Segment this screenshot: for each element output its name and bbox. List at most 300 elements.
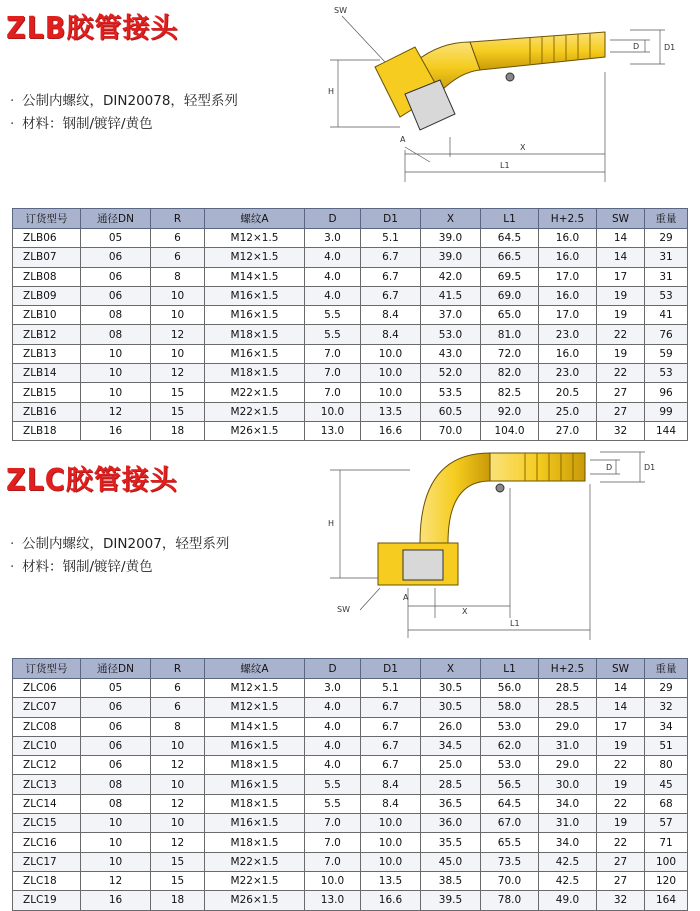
fitting-tail-shape [470,32,605,70]
table-row [13,871,688,890]
table-cell: 32 [645,698,688,717]
table-cell: 56.5 [481,775,539,794]
table-cell: ZLC18 [13,871,81,890]
table-cell: 15 [151,871,205,890]
table-cell: 34 [645,717,688,736]
table-cell: 13.5 [361,402,421,421]
table-cell: 08 [81,794,151,813]
table-cell: M18×1.5 [205,833,305,852]
o-ring-icon [506,73,514,81]
table-row [13,891,688,910]
table-cell: ZLB08 [13,267,81,286]
o-ring-icon [496,484,504,492]
table-cell: 12 [81,871,151,890]
table-cell: 42.5 [539,871,597,890]
zlb-spec-item: · 公制内螺纹，DIN20078，轻型系列 [10,90,238,113]
table-cell: 39.0 [421,248,481,267]
table-cell: 12 [151,833,205,852]
zlb-section [0,0,700,438]
zlc-spec-table [12,658,688,911]
table-cell: 8.4 [361,794,421,813]
table-cell: 28.5 [539,698,597,717]
table-cell: 31.0 [539,736,597,755]
table-cell: 18 [151,421,205,440]
table-cell: ZLB14 [13,364,81,383]
table-cell: M16×1.5 [205,306,305,325]
table-cell: 70.0 [421,421,481,440]
table-cell: 7.0 [305,364,361,383]
table-cell: 25.0 [421,756,481,775]
table-cell: ZLB13 [13,344,81,363]
table-cell: 70.0 [481,871,539,890]
col-header: D [305,659,361,679]
table-cell: ZLB09 [13,286,81,305]
table-cell: 06 [81,698,151,717]
table-cell: 27.0 [539,421,597,440]
table-cell: 4.0 [305,286,361,305]
table-cell: M22×1.5 [205,871,305,890]
table-row [13,267,688,286]
table-cell: M16×1.5 [205,736,305,755]
label-d1: D1 [644,463,656,472]
table-cell: ZLB06 [13,229,81,248]
col-header: 通径DN [81,209,151,229]
table-row [13,402,688,421]
table-cell: 10.0 [305,871,361,890]
table-cell: 16 [81,891,151,910]
col-header: H+2.5 [539,209,597,229]
table-cell: 7.0 [305,383,361,402]
table-cell: 32 [597,891,645,910]
table-cell: 10.0 [361,852,421,871]
bullet-dot-icon: · [10,116,15,132]
table-cell: 164 [645,891,688,910]
zlc-title-code: ZLC [6,463,66,498]
table-cell: 34.5 [421,736,481,755]
table-row [13,325,688,344]
label-l1: L1 [500,161,510,170]
table-cell: 34.0 [539,833,597,852]
table-cell: 120 [645,871,688,890]
table-cell: 5.5 [305,794,361,813]
table-cell: 16.0 [539,344,597,363]
table-cell: 12 [81,402,151,421]
table-cell: M12×1.5 [205,698,305,717]
col-header: SW [597,209,645,229]
table-cell: 19 [597,736,645,755]
table-cell: 31 [645,248,688,267]
zlc-spec-item: · 材料：钢制/镀锌/黄色 [10,556,229,579]
table-cell: 45 [645,775,688,794]
table-cell: ZLB15 [13,383,81,402]
table-cell: 6.7 [361,717,421,736]
table-cell: ZLC12 [13,756,81,775]
table-cell: M26×1.5 [205,421,305,440]
table-cell: 4.0 [305,736,361,755]
zlc-title [6,458,178,497]
table-cell: 64.5 [481,794,539,813]
table-cell: 29.0 [539,717,597,736]
label-a: A [403,593,409,602]
table-cell: 10 [81,852,151,871]
table-cell: M12×1.5 [205,248,305,267]
table-cell: 05 [81,679,151,698]
table-cell: ZLC10 [13,736,81,755]
table-cell: 06 [81,756,151,775]
table-cell: 66.5 [481,248,539,267]
table-cell: 52.0 [421,364,481,383]
table-cell: 35.5 [421,833,481,852]
table-cell: 104.0 [481,421,539,440]
table-cell: 65.0 [481,306,539,325]
table-cell: 4.0 [305,756,361,775]
table-cell: 13.0 [305,891,361,910]
label-a: A [400,135,406,144]
table-cell: 8.4 [361,306,421,325]
col-header: 订货型号 [13,209,81,229]
table-cell: 64.5 [481,229,539,248]
table-cell: 22 [597,325,645,344]
table-cell: 53.0 [481,717,539,736]
table-row [13,833,688,852]
label-h: H [328,87,335,96]
table-cell: 27 [597,852,645,871]
table-cell: 41 [645,306,688,325]
table-cell: 29.0 [539,756,597,775]
label-sw: SW [337,605,350,614]
table-cell: 30.5 [421,679,481,698]
table-cell: 08 [81,306,151,325]
table-cell: 08 [81,775,151,794]
table-cell: 73.5 [481,852,539,871]
table-cell: 60.5 [421,402,481,421]
table-cell: 15 [151,383,205,402]
table-cell: 92.0 [481,402,539,421]
table-cell: 37.0 [421,306,481,325]
table-cell: 4.0 [305,698,361,717]
table-cell: 12 [151,325,205,344]
table-cell: 14 [597,698,645,717]
table-cell: 7.0 [305,344,361,363]
table-cell: ZLC08 [13,717,81,736]
table-cell: 19 [597,814,645,833]
table-cell: M26×1.5 [205,891,305,910]
table-cell: 18 [151,891,205,910]
table-cell: 32 [597,421,645,440]
table-cell: ZLC16 [13,833,81,852]
table-cell: 3.0 [305,679,361,698]
table-cell: 53.0 [421,325,481,344]
table-cell: 23.0 [539,325,597,344]
zlc-table-body [13,679,688,911]
col-header: D [305,209,361,229]
table-cell: 10 [151,814,205,833]
table-cell: 6.7 [361,286,421,305]
table-cell: M14×1.5 [205,717,305,736]
table-cell: M16×1.5 [205,344,305,363]
table-cell: 22 [597,756,645,775]
table-cell: 31 [645,267,688,286]
table-cell: M12×1.5 [205,679,305,698]
table-cell: 22 [597,364,645,383]
table-cell: 17 [597,267,645,286]
label-x: X [520,143,526,152]
table-cell: 6 [151,229,205,248]
zlb-table-body [13,229,688,441]
col-header: L1 [481,659,539,679]
table-cell: 19 [597,306,645,325]
table-cell: 10.0 [361,344,421,363]
zlc-fitting-diagram [300,448,700,648]
table-cell: M16×1.5 [205,814,305,833]
table-cell: 82.5 [481,383,539,402]
table-cell: 39.0 [421,229,481,248]
table-cell: 36.5 [421,794,481,813]
fitting-elbow-shape [420,453,490,543]
table-cell: 81.0 [481,325,539,344]
table-cell: 10.0 [361,833,421,852]
table-cell: 7.0 [305,833,361,852]
table-cell: M18×1.5 [205,364,305,383]
table-row [13,383,688,402]
table-cell: 31.0 [539,814,597,833]
table-cell: 10.0 [361,814,421,833]
table-cell: 10 [81,364,151,383]
table-cell: 69.5 [481,267,539,286]
table-cell: 6 [151,679,205,698]
table-cell: 51 [645,736,688,755]
col-header: 通径DN [81,659,151,679]
table-cell: 10.0 [361,364,421,383]
table-row [13,756,688,775]
table-row [13,679,688,698]
table-cell: ZLC06 [13,679,81,698]
table-cell: 42.5 [539,852,597,871]
table-row [13,421,688,440]
table-cell: 27 [597,871,645,890]
table-row [13,286,688,305]
table-cell: 56.0 [481,679,539,698]
zlc-section [0,448,700,907]
table-row [13,736,688,755]
table-cell: 53 [645,364,688,383]
table-cell: 16.0 [539,248,597,267]
table-cell: 10.0 [305,402,361,421]
table-cell: 17.0 [539,267,597,286]
table-cell: 19 [597,344,645,363]
table-cell: 15 [151,402,205,421]
table-cell: ZLB12 [13,325,81,344]
table-cell: 26.0 [421,717,481,736]
table-cell: 45.0 [421,852,481,871]
table-cell: 69.0 [481,286,539,305]
table-cell: 10 [81,833,151,852]
table-cell: M18×1.5 [205,325,305,344]
table-cell: 15 [151,852,205,871]
table-cell: 53 [645,286,688,305]
table-cell: 16.6 [361,891,421,910]
table-cell: 28.5 [539,679,597,698]
table-cell: 68 [645,794,688,813]
table-cell: 62.0 [481,736,539,755]
col-header: 重量 [645,659,688,679]
col-header: R [151,209,205,229]
col-header: D1 [361,209,421,229]
table-cell: M16×1.5 [205,775,305,794]
table-row [13,794,688,813]
table-cell: 53.0 [481,756,539,775]
table-cell: 14 [597,229,645,248]
col-header: R [151,659,205,679]
label-l1: L1 [510,619,520,628]
table-cell: 59 [645,344,688,363]
table-cell: 12 [151,756,205,775]
table-cell: 78.0 [481,891,539,910]
zlb-title [6,6,178,45]
table-cell: 53.5 [421,383,481,402]
col-header: 重量 [645,209,688,229]
table-cell: 23.0 [539,364,597,383]
table-cell: 10 [151,736,205,755]
table-cell: M18×1.5 [205,794,305,813]
table-cell: 14 [597,248,645,267]
fitting-seal-cone-shape [403,550,443,580]
table-cell: ZLC14 [13,794,81,813]
table-cell: 8.4 [361,775,421,794]
table-row [13,852,688,871]
col-header: 螺纹A [205,659,305,679]
table-cell: 20.5 [539,383,597,402]
table-cell: 06 [81,736,151,755]
table-row [13,698,688,717]
zlb-technical-drawing [320,2,700,187]
table-cell: 12 [151,364,205,383]
table-cell: 29 [645,679,688,698]
table-cell: 6.7 [361,248,421,267]
table-cell: 34.0 [539,794,597,813]
table-row [13,364,688,383]
table-cell: ZLC07 [13,698,81,717]
label-d1: D1 [664,43,676,52]
table-row [13,306,688,325]
table-cell: 96 [645,383,688,402]
table-cell: ZLB07 [13,248,81,267]
table-cell: 12 [151,794,205,813]
table-row [13,775,688,794]
table-cell: M14×1.5 [205,267,305,286]
table-cell: 80 [645,756,688,775]
label-d: D [633,42,640,51]
table-cell: M22×1.5 [205,402,305,421]
table-cell: 14 [597,679,645,698]
zlc-table-header [13,659,688,679]
col-header: H+2.5 [539,659,597,679]
table-cell: 42.0 [421,267,481,286]
table-cell: 25.0 [539,402,597,421]
table-cell: 16.0 [539,286,597,305]
table-cell: 16.0 [539,229,597,248]
label-sw: SW [334,6,347,15]
table-cell: 4.0 [305,717,361,736]
table-row [13,344,688,363]
table-cell: 72.0 [481,344,539,363]
table-cell: 67.0 [481,814,539,833]
table-cell: 5.5 [305,775,361,794]
bullet-dot-icon: · [10,559,15,575]
table-cell: 100 [645,852,688,871]
bullet-dot-icon: · [10,536,15,552]
table-cell: 22 [597,833,645,852]
table-cell: ZLB18 [13,421,81,440]
table-cell: 76 [645,325,688,344]
table-cell: 19 [597,286,645,305]
table-row [13,229,688,248]
table-cell: 82.0 [481,364,539,383]
table-cell: 57 [645,814,688,833]
table-cell: 29 [645,229,688,248]
table-cell: 6.7 [361,698,421,717]
bullet-dot-icon: · [10,93,15,109]
table-cell: 06 [81,286,151,305]
col-header: 订货型号 [13,659,81,679]
table-cell: 17 [597,717,645,736]
label-d: D [606,463,613,472]
table-cell: 08 [81,325,151,344]
table-cell: 28.5 [421,775,481,794]
table-cell: 99 [645,402,688,421]
table-row [13,814,688,833]
table-cell: 49.0 [539,891,597,910]
table-cell: ZLC13 [13,775,81,794]
table-cell: 41.5 [421,286,481,305]
table-cell: 5.1 [361,229,421,248]
table-cell: 10 [81,814,151,833]
table-cell: 06 [81,717,151,736]
table-cell: 58.0 [481,698,539,717]
table-row [13,248,688,267]
table-cell: 4.0 [305,248,361,267]
table-cell: 36.0 [421,814,481,833]
table-cell: 5.1 [361,679,421,698]
table-cell: 8 [151,267,205,286]
table-cell: 10 [151,286,205,305]
table-cell: ZLC15 [13,814,81,833]
table-cell: 4.0 [305,267,361,286]
table-cell: 16.6 [361,421,421,440]
col-header: D1 [361,659,421,679]
table-cell: 10 [81,383,151,402]
table-cell: 6.7 [361,736,421,755]
table-cell: 39.5 [421,891,481,910]
table-cell: 06 [81,267,151,286]
table-cell: 30.5 [421,698,481,717]
table-cell: 7.0 [305,852,361,871]
table-cell: 10 [151,344,205,363]
zlb-fitting-diagram [320,2,700,187]
table-cell: 38.5 [421,871,481,890]
table-cell: ZLC19 [13,891,81,910]
table-cell: ZLB16 [13,402,81,421]
table-cell: 06 [81,248,151,267]
table-cell: 10 [151,306,205,325]
label-h: H [328,519,335,528]
table-cell: 5.5 [305,306,361,325]
table-row [13,717,688,736]
table-cell: ZLB10 [13,306,81,325]
table-cell: 22 [597,794,645,813]
col-header: L1 [481,209,539,229]
table-cell: 10.0 [361,383,421,402]
